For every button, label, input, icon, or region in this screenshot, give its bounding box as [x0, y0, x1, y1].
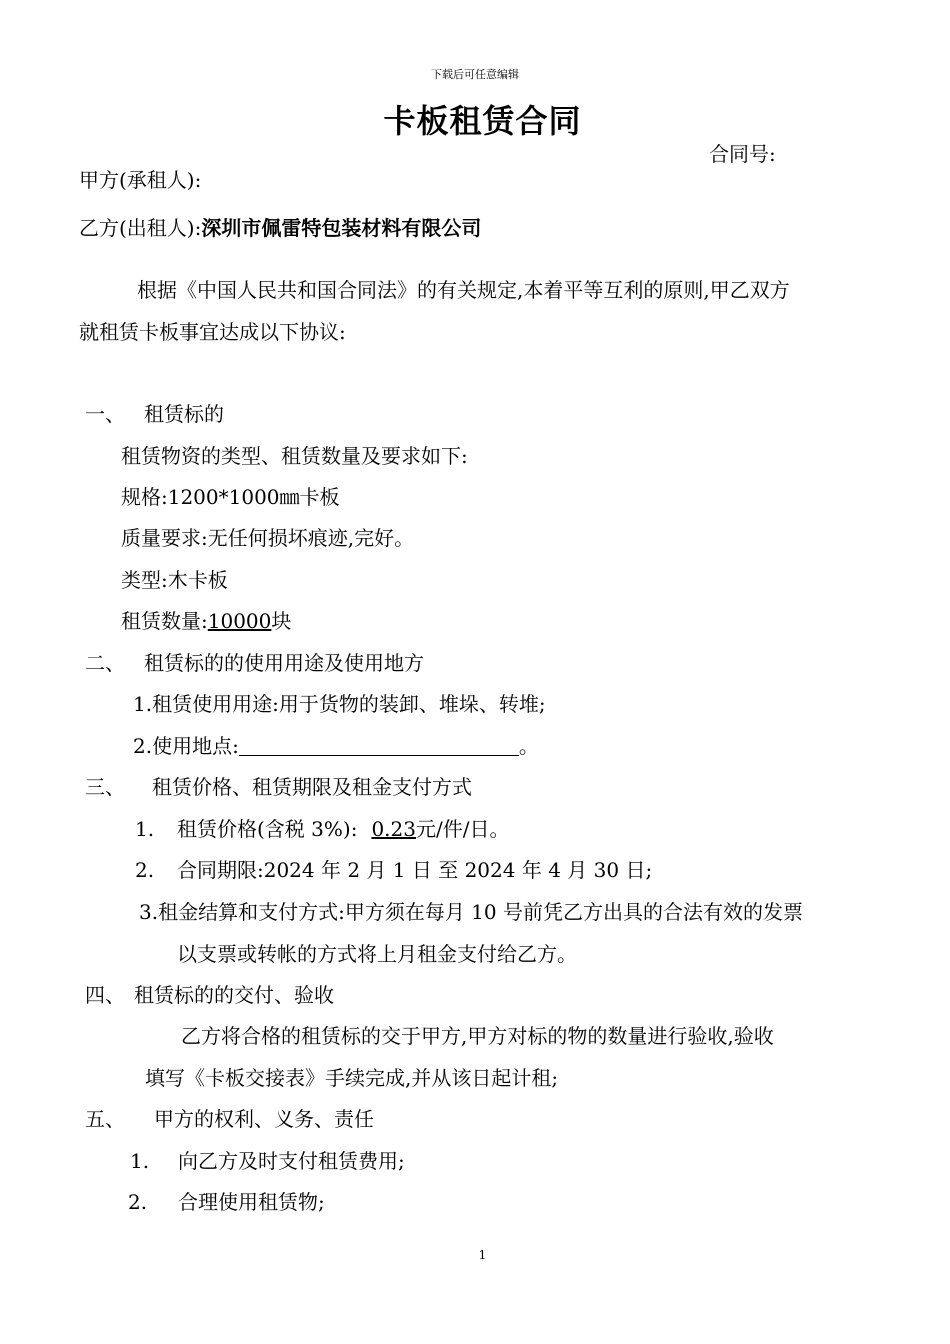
rent-price-label: 租赁价格(含税 3%): [177, 817, 358, 841]
section-1-quantity [121, 607, 291, 635]
section-5-number: 五、 [85, 1107, 125, 1131]
section-1-number: 一、 [85, 402, 125, 426]
section-4-line-1: 乙方将合格的租赁标的交于甲方,甲方对标的物的数量进行验收,验收 [181, 1024, 774, 1048]
section-1-desc: 租赁物资的类型、租赁数量及要求如下: [121, 444, 468, 468]
section-5-item-2-number: 2. [128, 1190, 148, 1214]
section-5-item-1-number: 1. [130, 1149, 150, 1173]
party-b-name: 深圳市佩雷特包装材料有限公司 [201, 216, 482, 240]
section-5-item-1: 向乙方及时支付租赁费用; [178, 1149, 405, 1173]
quantity-unit: 块 [271, 609, 292, 633]
section-2-item-1: 1.租赁使用用途:用于货物的装卸、堆垛、转堆; [133, 692, 546, 716]
party-a-label: 甲方(承租人): [79, 168, 202, 192]
quantity-label: 租赁数量: [121, 609, 208, 633]
contract-number-label: 合同号: [709, 142, 776, 166]
usage-location-end: 。 [518, 734, 539, 758]
section-3-item-3-line-2: 以支票或转帐的方式将上月租金支付给乙方。 [177, 942, 577, 966]
party-b-line [79, 214, 481, 242]
header-note: 下载后可任意编辑 [431, 68, 519, 81]
section-3-item-3-line-1: 3.租金结算和支付方式:甲方须在每月 10 号前凭乙方出具的合法有效的发票 [139, 900, 803, 924]
section-3-item-1 [177, 815, 509, 843]
section-4-number: 四、 [85, 983, 125, 1007]
rent-price-value: 0.23 [371, 817, 416, 841]
section-5-heading: 甲方的权利、义务、责任 [154, 1107, 374, 1131]
party-b-label: 乙方(出租人): [79, 216, 202, 240]
section-1-spec: 规格:1200*1000㎜卡板 [121, 485, 340, 509]
section-3-item-2-number: 2. [135, 858, 155, 882]
page-number: 1 [478, 1248, 487, 1262]
section-3-item-2: 合同期限:2024 年 2 月 1 日 至 2024 年 4 月 30 日; [177, 858, 653, 882]
intro-line-1: 根据《中国人民共和国合同法》的有关规定,本着平等互利的原则,甲乙双方 [137, 278, 790, 302]
section-2-heading: 租赁标的的使用用途及使用地方 [144, 651, 424, 675]
section-3-heading: 租赁价格、租赁期限及租金支付方式 [152, 775, 472, 799]
intro-line-2: 就租赁卡板事宜达成以下协议: [79, 320, 346, 344]
section-3-number: 三、 [85, 775, 125, 799]
document-title: 卡板租赁合同 [383, 102, 582, 140]
rent-price-unit: 元/件/日。 [415, 817, 510, 841]
section-1-quality: 质量要求:无任何损坏痕迹,完好。 [121, 526, 415, 550]
section-1-heading: 租赁标的 [144, 402, 224, 426]
section-5-item-2: 合理使用租赁物; [178, 1190, 325, 1214]
section-2-item-2 [133, 732, 539, 760]
quantity-value: 10000 [207, 609, 272, 633]
usage-location-blank [239, 735, 519, 756]
usage-location-label: 2.使用地点: [133, 734, 239, 758]
section-3-item-1-number: 1. [135, 817, 155, 841]
section-2-number: 二、 [85, 651, 125, 675]
section-1-type: 类型:木卡板 [121, 568, 228, 592]
section-4-line-2: 填写《卡板交接表》手续完成,并从该日起计租; [145, 1066, 559, 1090]
section-4-heading: 租赁标的的交付、验收 [134, 983, 334, 1007]
